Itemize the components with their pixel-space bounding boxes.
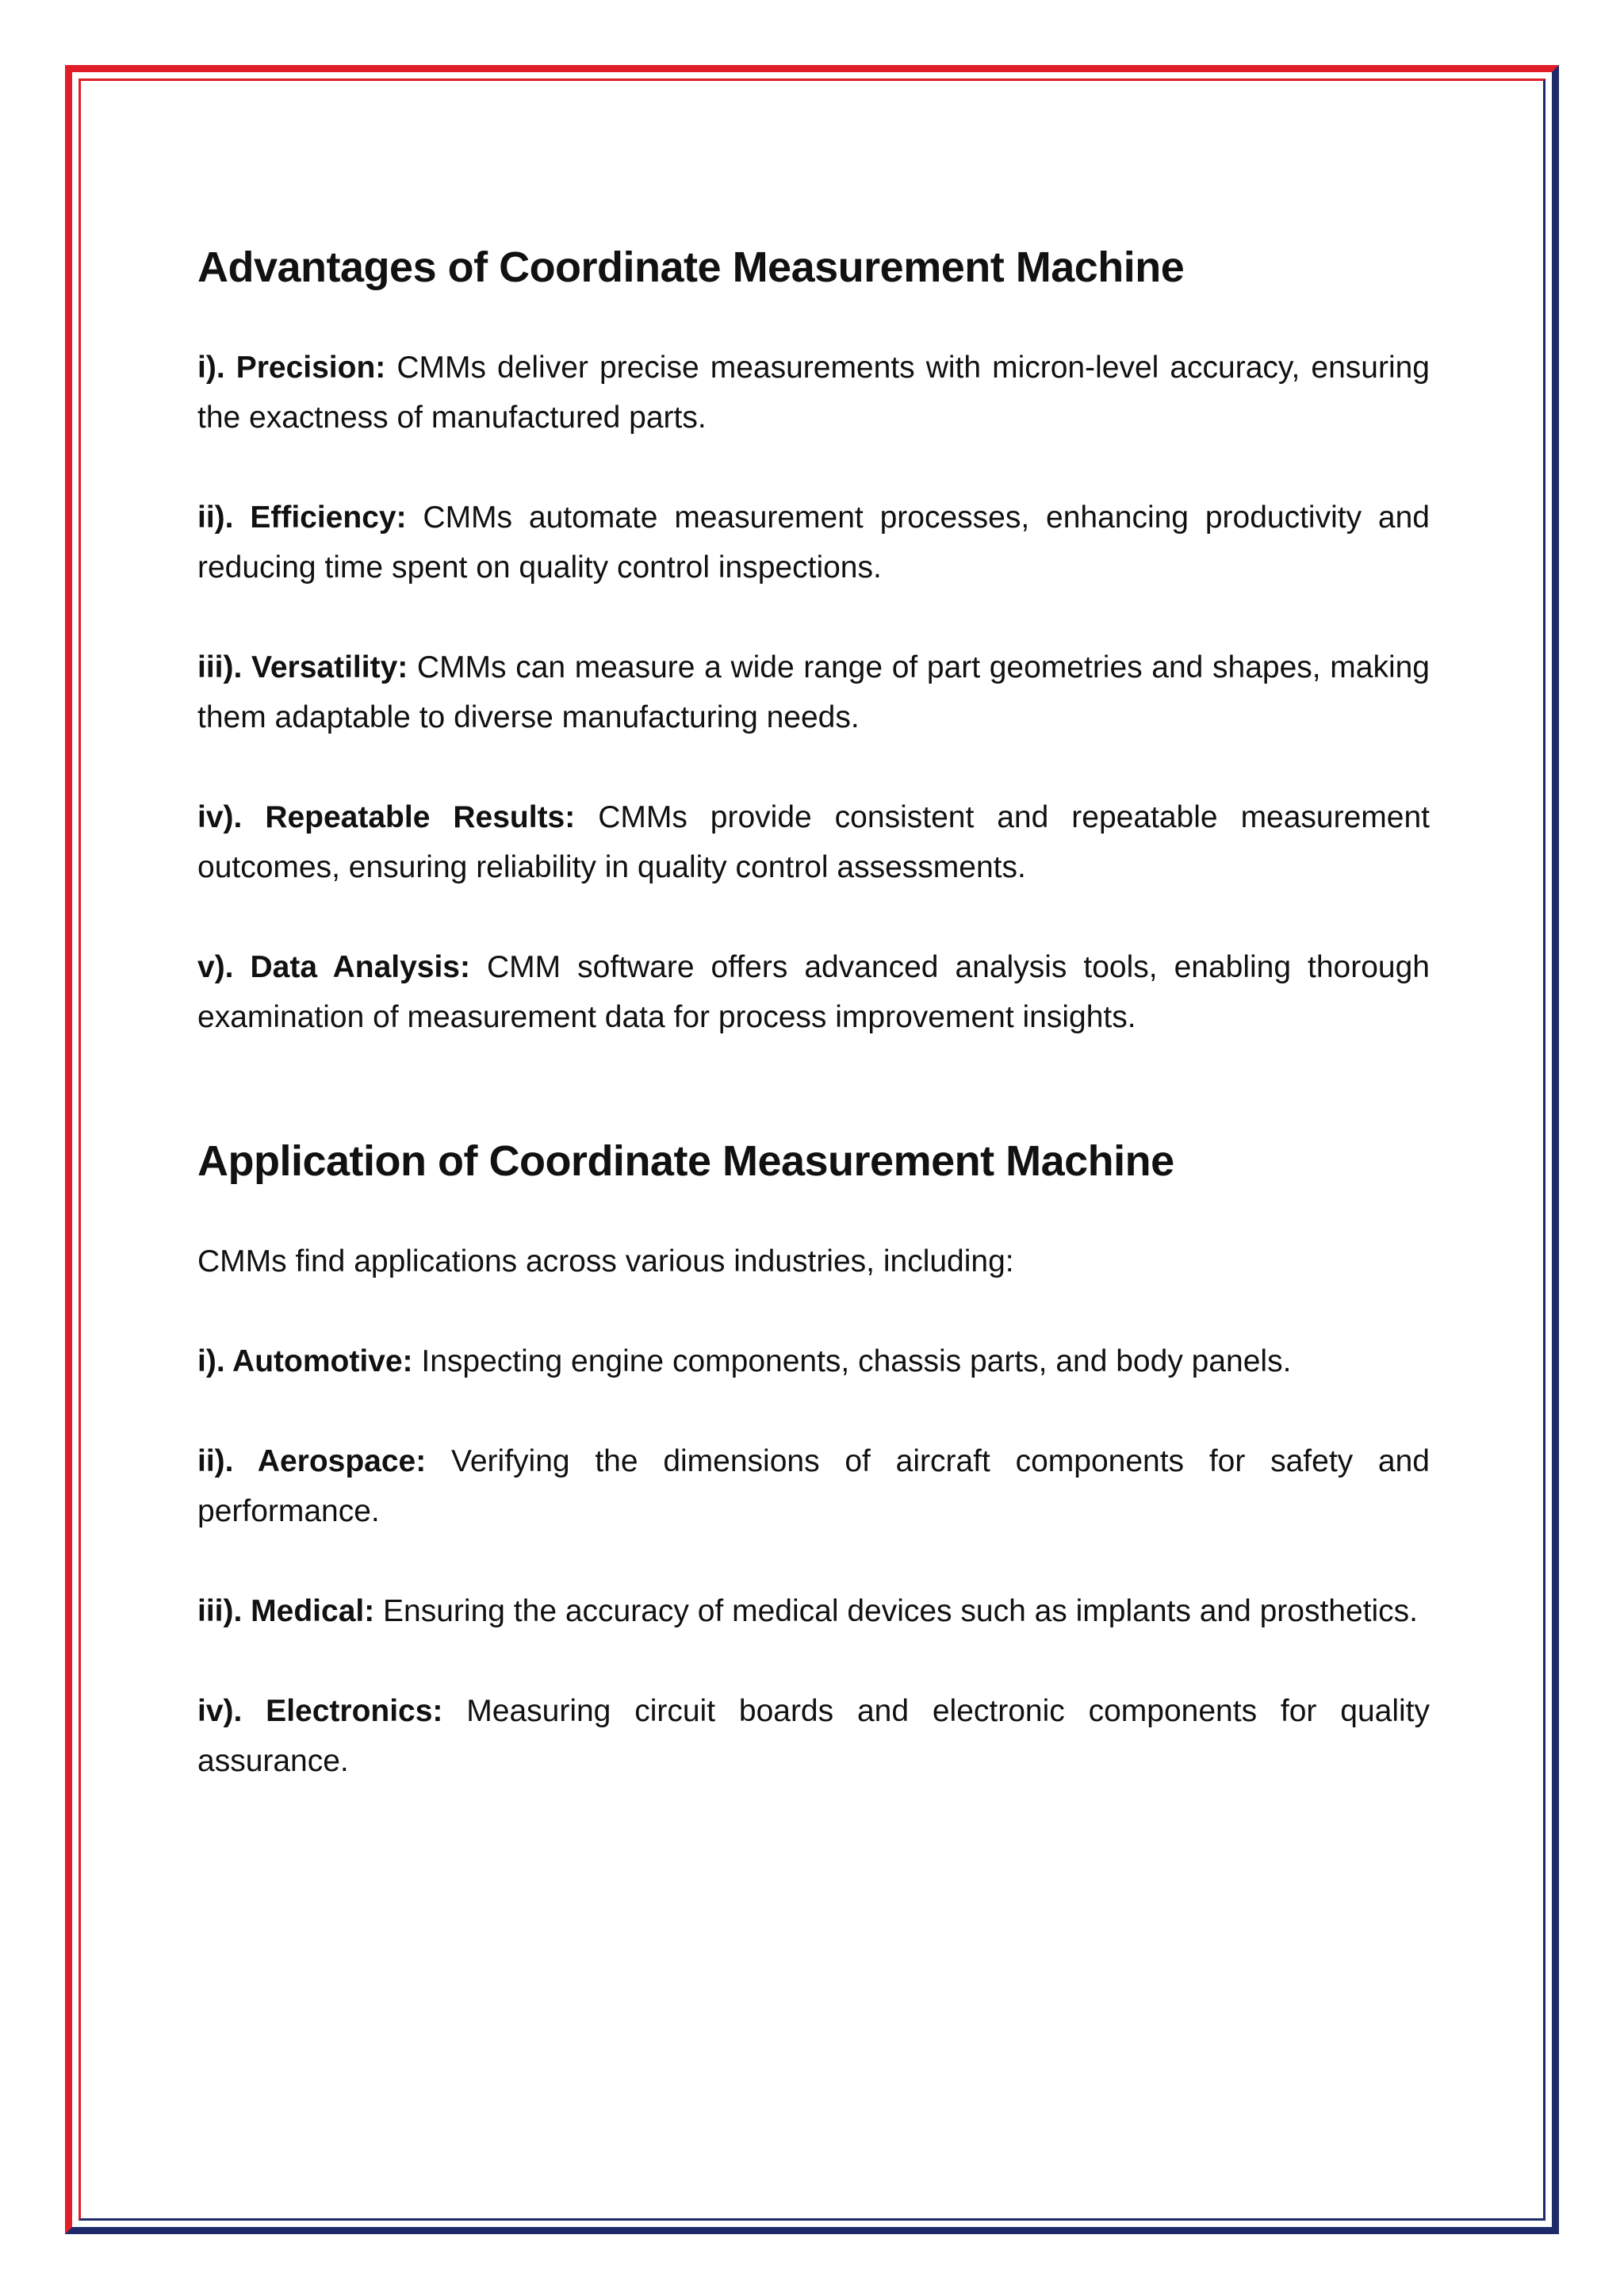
advantage-item-data-analysis: [197, 942, 1430, 1042]
advantage-label: v). Data Analysis:: [197, 949, 470, 984]
advantage-text: CMMs can measure a wide range of part geometries and shapes, making them adaptable to diverse manufacturing needs.: [197, 650, 1430, 734]
application-text: Ensuring the accuracy of medical devices such as implants and prosthetics.: [374, 1593, 1419, 1628]
advantage-label: i). Precision:: [197, 350, 386, 385]
advantage-text: CMMs provide consistent and repeatable measurement outcomes, ensuring reliability in quality control assessments.: [197, 799, 1431, 884]
advantage-text: CMM software offers advanced analysis tools, enabling thorough examination of measurement data for process improvement insights.: [197, 949, 1430, 1034]
advantage-item-versatility: [197, 642, 1430, 742]
advantages-heading: Advantages of Coordinate Measurement Machine: [197, 243, 1185, 291]
applications-intro: CMMs find applications across various industries, including:: [197, 1244, 1014, 1278]
advantage-text: CMMs automate measurement processes, enhancing productivity and reducing time spent on quality control inspections.: [197, 500, 1430, 585]
document-content: [197, 242, 1430, 1836]
advantage-label: iv). Repeatable Results:: [197, 799, 576, 834]
application-label: iv). Electronics:: [197, 1693, 443, 1728]
advantage-text: CMMs deliver precise measurements with micron-level accuracy, ensuring the exactness of manufactured parts.: [197, 350, 1430, 435]
application-text: Verifying the dimensions of aircraft components for safety and performance.: [197, 1443, 1430, 1528]
application-label: i). Automotive:: [197, 1343, 413, 1378]
application-label: ii). Aerospace:: [197, 1443, 427, 1478]
applications-heading: Application of Coordinate Measurement Machine: [197, 1137, 1174, 1185]
application-item-medical: [197, 1586, 1430, 1636]
application-item-electronics: [197, 1686, 1430, 1786]
application-text: Measuring circuit boards and electronic components for quality assurance.: [197, 1693, 1430, 1778]
application-text: Inspecting engine components, chassis parts, and body panels.: [412, 1343, 1292, 1378]
advantage-item-repeatable-results: [197, 792, 1430, 892]
application-item-automotive: [197, 1336, 1430, 1386]
application-item-aerospace: [197, 1436, 1430, 1536]
advantage-label: iii). Versatility:: [197, 650, 408, 684]
advantage-item-efficiency: [197, 493, 1430, 592]
advantage-label: ii). Efficiency:: [197, 500, 407, 535]
application-label: iii). Medical:: [197, 1593, 375, 1628]
advantage-item-precision: [197, 343, 1430, 443]
